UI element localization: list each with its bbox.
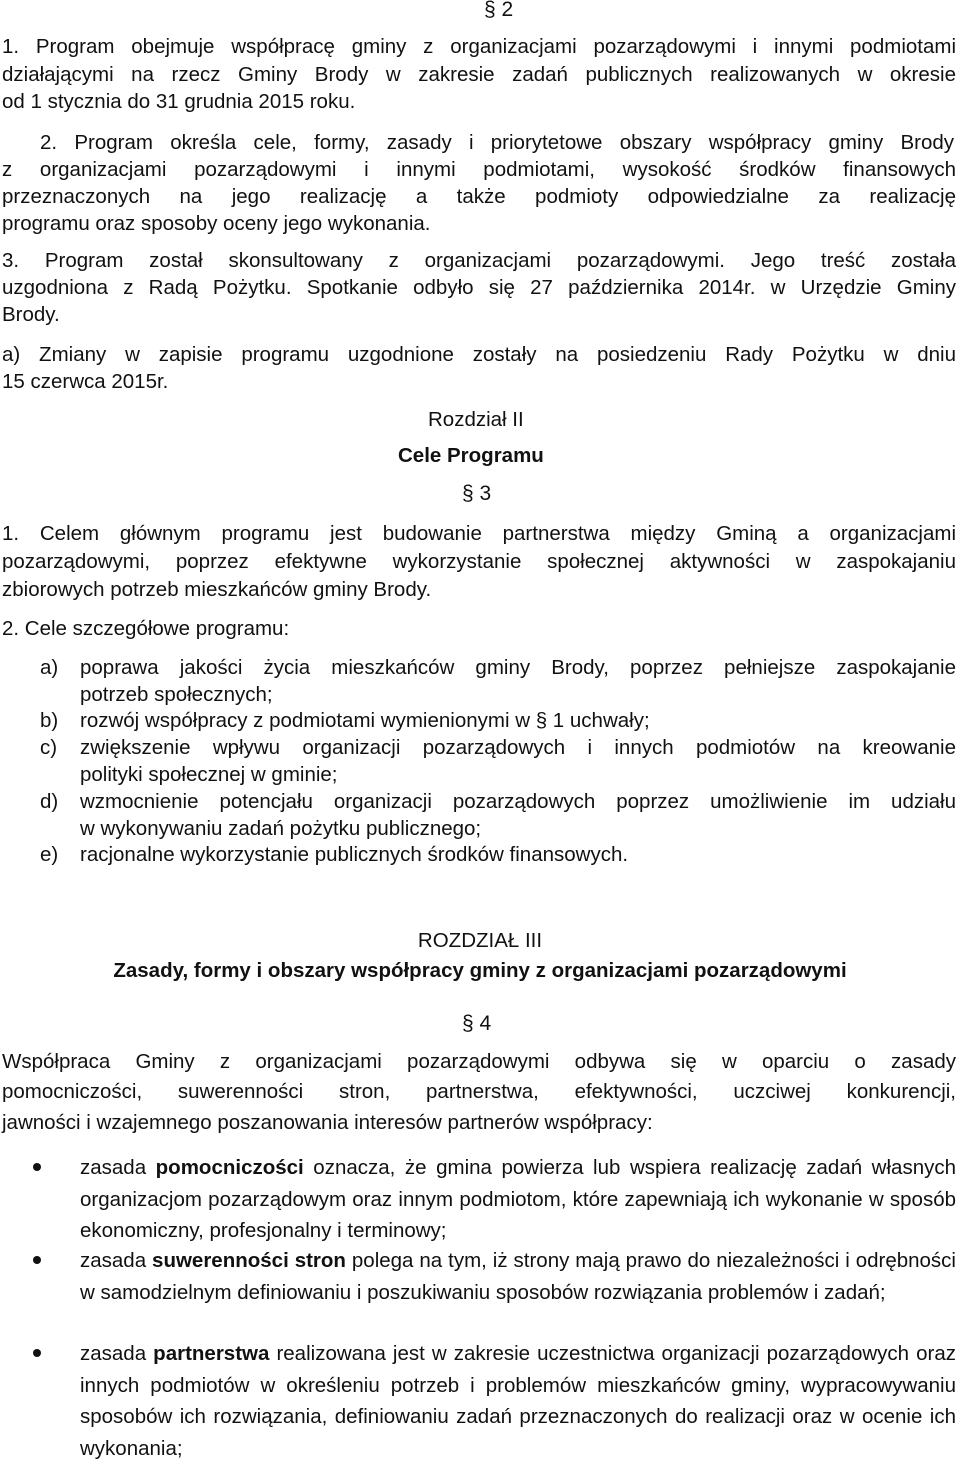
goal-letter-c: c): [40, 736, 58, 759]
goal1-line-3: zbiorowych potrzeb mieszkańców gminy Brody.: [2, 578, 432, 601]
p2-line-3: przeznaczonych na jego realizację a także podmioty odpowiedzialne za realizację: [2, 185, 956, 208]
principle-term: pomocniczości: [155, 1156, 304, 1179]
goal-letter-b: b): [40, 709, 59, 732]
goal-letter-a: a): [40, 656, 59, 679]
p3-line-1: 3. Program został skonsultowany z organizacjami pozarządowymi. Jego treść została: [2, 249, 956, 272]
p3-line-3: Brody.: [2, 303, 60, 326]
p3-line-2: uzgodniona z Radą Pożytku. Spotkanie odbyło się 27 października 2014r. w Urzędzie Gminy: [2, 276, 956, 299]
goal-letter-e: e): [40, 843, 59, 866]
p3a-line-1: a) Zmiany w zapisie programu uzgodnione zostały na posiedzeniu Rady Pożytku w dniu: [2, 343, 956, 366]
bullet-dot: [30, 1253, 44, 1267]
principle-item: zasada partnerstwa realizowana jest w zakresie uczestnictwa organizacji pozarządowych oraz innych podmiotów w określeniu potrzeb i problemów mieszkańców gminy, wypracowywaniu sposobów ich rozwiązania, definiowaniu zadań przeznaczonych do realizacji oraz w ocenie ich wykonania;: [80, 1342, 956, 1460]
goal-e-line-1: racjonalne wykorzystanie publicznych środków finansowych.: [80, 843, 629, 866]
goal-c-line-1: zwiększenie wpływu organizacji pozarządowych i innych podmiotów na kreowanie: [80, 736, 956, 759]
chapter3-subtitle: Zasady, formy i obszary współpracy gminy z organizacjami pozarządowymi: [113, 959, 847, 982]
principle-item: zasada pomocniczości oznacza, że gmina powierza lub wspiera realizację zadań własnych organizacjom pozarządowym oraz innym podmiotom, które zapewniają ich wykonanie w sposób ekonomiczny, profesjonalny i terminowy;: [80, 1156, 956, 1242]
principle-term: partnerstwa: [153, 1342, 270, 1365]
goal-d-line-2: w wykonywaniu zadań pożytku publicznego;: [80, 817, 482, 840]
chapter2-subtitle: Cele Programu: [398, 444, 544, 467]
p2-line-4: programu oraz sposoby oceny jego wykonania.: [2, 212, 431, 235]
goal-c-line-2: polityki społecznej w gminie;: [80, 763, 338, 786]
section-mark-4: § 4: [462, 1012, 492, 1035]
chapter3-title: ROZDZIAŁ III: [417, 929, 543, 952]
bullet-dot: [30, 1346, 44, 1360]
p1-line-3: od 1 stycznia do 31 grudnia 2015 roku.: [2, 90, 356, 113]
goal2-heading: 2. Cele szczegółowe programu:: [2, 617, 290, 640]
principle-item: zasada suwerenności stron polega na tym, iż strony mają prawo do niezależności i odrębności w samodzielnym definiowaniu i poszukiwaniu sposobów rozwiązania problemów i zadań;: [80, 1249, 956, 1304]
bullet-dot: [30, 1160, 44, 1174]
p3a-line-2: 15 czerwca 2015r.: [2, 370, 169, 393]
p1-line-2: działającymi na rzecz Gminy Brody w zakresie zadań publicznych realizowanych w okresie: [2, 63, 956, 86]
section-mark-3: § 3: [462, 482, 492, 505]
intro-line-1: Współpraca Gminy z organizacjami pozarządowymi odbywa się w oparciu o zasady: [2, 1050, 956, 1073]
goal-letter-d: d): [40, 790, 59, 813]
chapter2-title: Rozdział II: [428, 408, 524, 431]
intro-line-3: jawności i wzajemnego poszanowania interesów partnerów współpracy:: [2, 1111, 653, 1134]
section-mark-2: § 2: [484, 0, 514, 21]
p2-line-1: 2. Program określa cele, formy, zasady i priorytetowe obszary współpracy gminy Brody: [40, 131, 954, 154]
p1-line-1: 1. Program obejmuje współpracę gminy z organizacjami pozarządowymi i innymi podmiotami: [2, 35, 956, 58]
principle-term: suwerenności stron: [152, 1249, 346, 1272]
goal-d-line-1: wzmocnienie potencjału organizacji pozarządowych poprzez umożliwienie im udziału: [80, 790, 956, 813]
goal-a-line-1: poprawa jakości życia mieszkańców gminy Brody, poprzez pełniejsze zaspokajanie: [80, 656, 956, 679]
p2-line-2: z organizacjami pozarządowymi i innymi podmiotami, wysokość środków finansowych: [2, 158, 956, 181]
goal-b-line-1: rozwój współpracy z podmiotami wymienionymi w § 1 uchwały;: [80, 709, 650, 732]
goal1-line-2: pozarządowymi, poprzez efektywne wykorzystanie społecznej aktywności w zaspokajaniu: [2, 550, 956, 573]
goal-a-line-2: potrzeb społecznych;: [80, 683, 273, 706]
intro-line-2: pomocniczości, suwerenności stron, partnerstwa, efektywności, uczciwej konkurencji,: [2, 1080, 956, 1103]
goal1-line-1: 1. Celem głównym programu jest budowanie partnerstwa między Gminą a organizacjami: [2, 522, 956, 545]
